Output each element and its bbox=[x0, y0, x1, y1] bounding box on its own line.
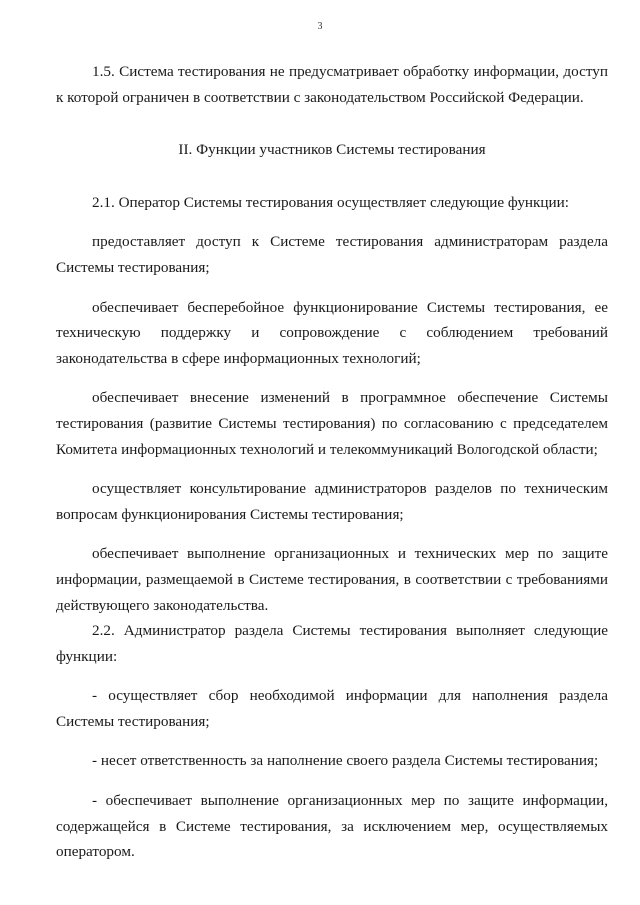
list-item-consulting: осуществляет консультирование администраторов разделов по техническим вопросам функционирования Системы тестирования; bbox=[56, 480, 608, 523]
paragraph-2-2: 2.2. Администратор раздела Системы тестирования выполняет следующие функции: bbox=[56, 622, 608, 665]
list-item-collect: - осуществляет сбор необходимой информации для наполнения раздела Системы тестирования; bbox=[56, 687, 608, 730]
document-body bbox=[56, 59, 608, 865]
list-item-access: предоставляет доступ к Системе тестирования администраторам раздела Системы тестирования; bbox=[56, 233, 608, 276]
section-heading: II. Функции участников Системы тестирования bbox=[178, 141, 486, 159]
page-number: 3 bbox=[317, 21, 323, 32]
paragraph-1-5: 1.5. Система тестирования не предусматривает обработку информации, доступ к которой ограничен в соответствии с законодательством Российской Федерации. bbox=[56, 63, 608, 106]
list-item-protection: обеспечивает выполнение организационных и технических мер по защите информации, размещаемой в Системе тестирования, в соответствии с требованиями действующего законодательства. bbox=[56, 545, 608, 614]
list-item-responsibility: - несет ответственность за наполнение своего раздела Системы тестирования; bbox=[92, 752, 599, 770]
list-item-support: обеспечивает бесперебойное функционирование Системы тестирования, ее техническую поддержку и сопровождение с соблюдением требований законодательства в сфере информационных технологий; bbox=[56, 298, 608, 367]
list-item-admin-protection: - обеспечивает выполнение организационных мер по защите информации, содержащейся в Системе тестирования, за исключением мер, осуществляемых оператором. bbox=[56, 792, 608, 861]
paragraph-2-1: 2.1. Оператор Системы тестирования осуществляет следующие функции: bbox=[92, 193, 570, 211]
list-item-changes: обеспечивает внесение изменений в программное обеспечение Системы тестирования (развитие Системы тестирования) по согласованию с председателем Комитета информационных технологий и телекоммуникаций Вологодской области; bbox=[56, 389, 608, 458]
